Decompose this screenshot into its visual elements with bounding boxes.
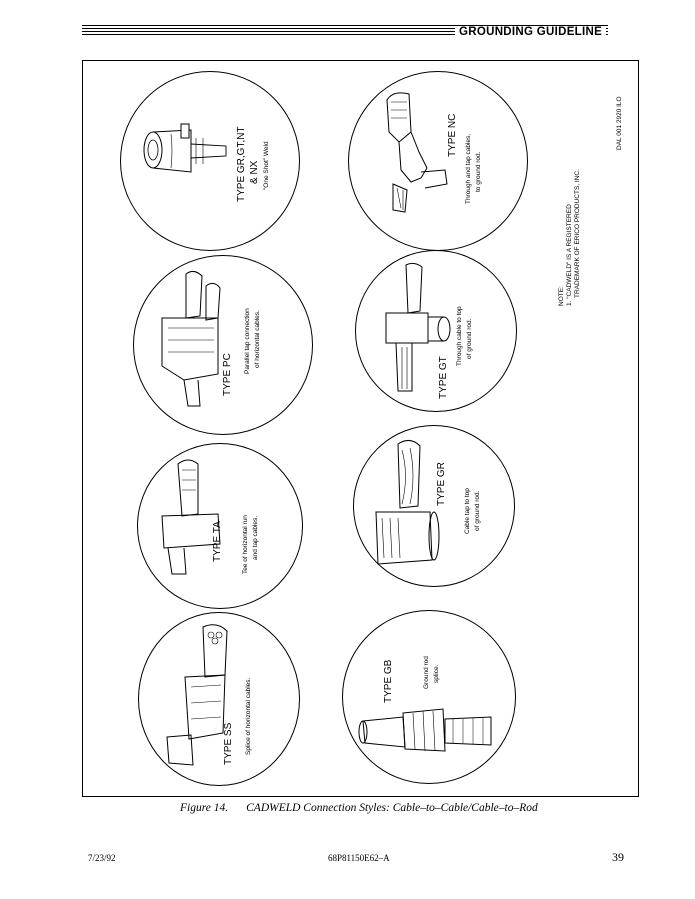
- figure-doc-id: DAL 001 2920 ILO: [616, 96, 623, 150]
- connection-type: TYPE GB: [383, 659, 394, 703]
- connection-circle-ss: [138, 612, 300, 786]
- note-label: NOTE:: [558, 286, 565, 306]
- connection-type: TYPE PC: [222, 353, 233, 396]
- figure-caption: [180, 802, 538, 814]
- connection-description: Through cable to top: [456, 306, 463, 366]
- connection-circle-gr: [353, 425, 515, 587]
- connection-type: TYPE GT: [438, 356, 449, 399]
- connection-type: TYPE TA: [212, 521, 223, 562]
- weld-illustration: [354, 426, 514, 586]
- connection-description-line2: of horizontal cables.: [254, 310, 261, 368]
- connection-description: "One Shot" Weld: [263, 141, 270, 190]
- connection-description-line2: of ground rod.: [474, 490, 481, 531]
- connection-circle-ta: [137, 443, 303, 609]
- connection-description: Parallel tap connection: [244, 308, 251, 374]
- trademark-note: [558, 169, 582, 306]
- connection-type: TYPE NC: [447, 113, 458, 157]
- note-line1: 1. "CADWELD" IS A REGISTERED: [566, 204, 573, 306]
- connection-type: TYPE SS: [223, 722, 234, 765]
- caption-number: Figure 14.: [180, 802, 229, 814]
- weld-illustration: [343, 611, 515, 783]
- weld-illustration: [134, 256, 312, 434]
- weld-illustration: [356, 251, 516, 411]
- connection-description: Ground rod: [423, 656, 430, 689]
- connection-description: Tee of horizontal run: [242, 515, 249, 574]
- connection-circle-gr-gt-nt: [120, 71, 300, 251]
- connection-description-line2: to ground rod.: [475, 151, 482, 192]
- weld-illustration: [139, 613, 299, 785]
- connection-type-line2: & NX: [249, 160, 260, 184]
- weld-illustration: [349, 72, 527, 250]
- connection-circle-gt: [355, 250, 517, 412]
- connection-description: Through and tap cables,: [465, 133, 472, 204]
- connection-circle-nc: [348, 71, 528, 251]
- connection-description-line2: of ground rod.: [466, 318, 473, 359]
- connection-type: TYPE GR: [436, 462, 447, 506]
- connection-circle-pc: [133, 255, 313, 435]
- weld-illustration: [121, 72, 299, 250]
- connection-description: Splice of horizontal cables.: [245, 677, 252, 755]
- connection-description: Cable tap to top: [464, 488, 471, 534]
- connection-description-line2: splice.: [433, 664, 440, 683]
- footer-doc-number: 68P81150E62–A: [328, 853, 390, 863]
- page-number: 39: [612, 850, 624, 864]
- connection-description-line2: and tap cables.: [252, 515, 259, 560]
- connection-circle-gb: [342, 610, 516, 784]
- connection-type: TYPE GR,GT,NT: [236, 126, 247, 202]
- header-title: GROUNDING GUIDELINE: [455, 26, 606, 38]
- note-line2: TRADEMARK OF ERICO PRODUCTS, INC.: [574, 169, 581, 298]
- footer-date: 7/23/92: [88, 853, 116, 863]
- caption-text: CADWELD Connection Styles: Cable–to–Cable/Cable–to–Rod: [246, 802, 538, 814]
